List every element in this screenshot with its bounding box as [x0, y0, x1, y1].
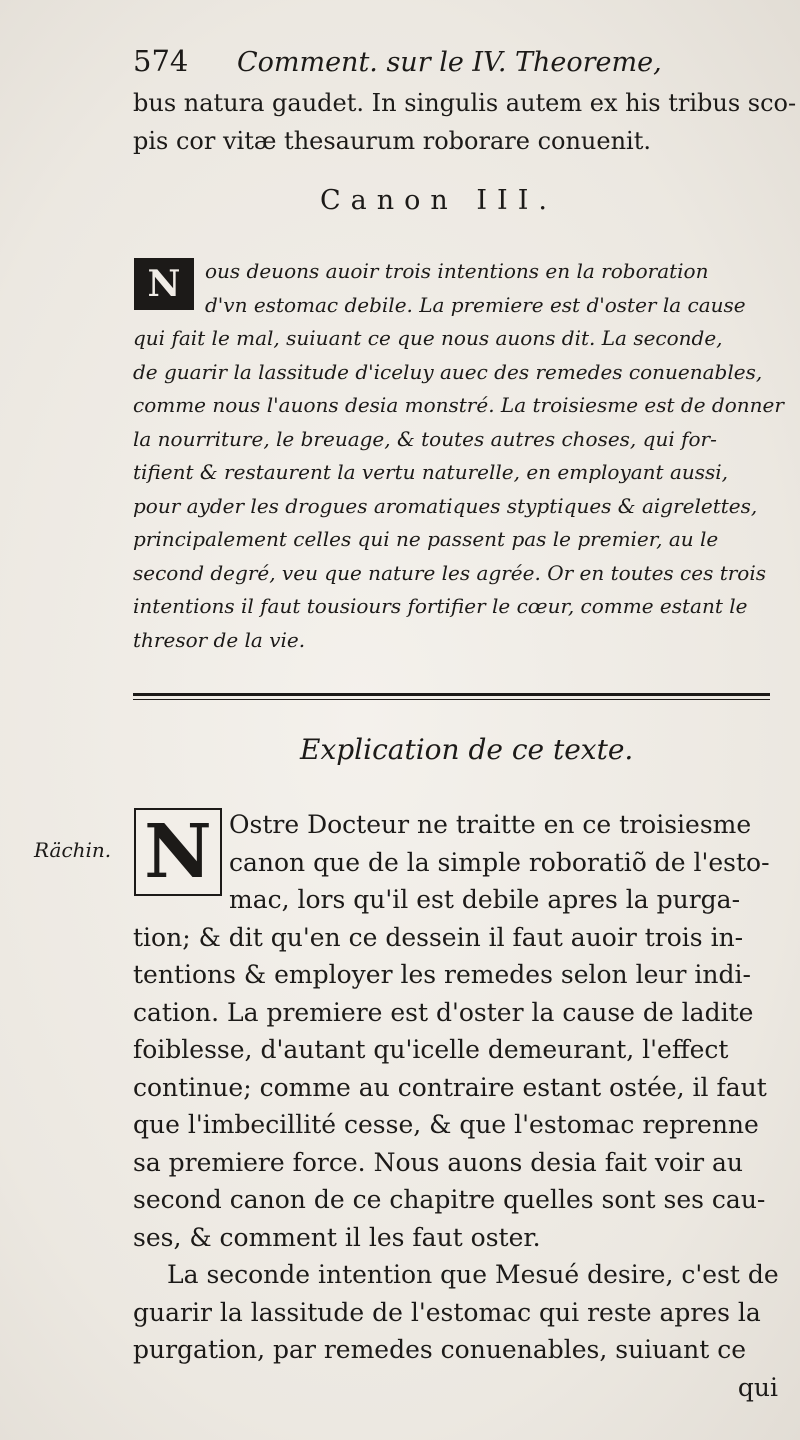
text-line: que l'imbecillité cesse, & que l'estomac reprenne	[133, 1110, 759, 1139]
margin-note: Rächin.	[34, 838, 112, 862]
text-line: second canon de ce chapitre quelles sont ses cau-	[133, 1185, 766, 1214]
text-line: purgation, par remedes conuenables, suiuant ce	[133, 1335, 747, 1364]
text-line: tion; & dit qu'en ce dessein il faut auoir trois in-	[133, 922, 744, 952]
decorated-initial-large: N	[134, 808, 222, 896]
text-line: continue; comme au contraire estant ostée, il faut	[133, 1072, 767, 1102]
running-header	[133, 44, 773, 78]
text-line: guarir la lassitude de l'estomac qui reste apres la	[133, 1297, 761, 1327]
text-line: mac, lors qu'il est debile apres la purga-	[229, 885, 741, 914]
text-line: pis cor vitæ thesaurum roborare conuenit.	[133, 127, 651, 155]
text-line: ous deuons auoir trois intentions en la roboration	[205, 259, 709, 283]
continued-latin-text	[133, 84, 797, 160]
text-line: bus natura gaudet. In singulis autem ex his tribus sco-	[133, 89, 797, 117]
explication-text	[133, 806, 778, 1406]
text-line: de guarir la lassitude d'iceluy auec des remedes conuenables,	[133, 359, 763, 384]
text-line: La seconde intention que Mesué desire, c'est de	[167, 1260, 779, 1289]
text-line: d'vn estomac debile. La premiere est d'oster la cause	[205, 292, 746, 317]
text-line: sa premiere force. Nous auons desia fait voir au	[133, 1147, 743, 1177]
canon-heading: Canon III.	[320, 185, 557, 216]
catchword: qui	[737, 1372, 778, 1402]
text-line: ses, & comment il les faut oster.	[133, 1222, 541, 1252]
text-line: comme nous l'auons desia monstré. La troisiesme est de donner	[133, 393, 784, 417]
text-line: foiblesse, d'autant qu'icelle demeurant, l'effect	[133, 1035, 729, 1064]
text-line: thresor de la vie.	[133, 627, 306, 652]
text-line: tifient & restaurent la vertu naturelle, en employant aussi,	[133, 460, 729, 484]
text-line: canon que de la simple roboratiõ de l'esto-	[229, 847, 770, 877]
text-line: cation. La premiere est d'oster la cause de ladite	[133, 997, 754, 1027]
running-title: Comment. sur le IV. Theoreme,	[236, 47, 662, 78]
ornamental-rule-thin	[133, 699, 770, 700]
ornamental-rule	[133, 693, 770, 696]
text-line: Ostre Docteur ne traitte en ce troisiesme	[229, 810, 752, 839]
text-line: second degré, veu que nature les agrée. Or en toutes ces trois	[133, 560, 766, 585]
decorated-initial-small: N	[134, 258, 194, 310]
text-line: la nourriture, le breuage, & toutes autres choses, qui for-	[133, 426, 717, 451]
text-line: qui fait le mal, suiuant ce que nous auons dit. La seconde,	[133, 326, 723, 350]
text-line: intentions il faut tousiours fortifier le cœur, comme estant le	[133, 594, 748, 618]
explication-heading: Explication de ce texte.	[300, 733, 634, 766]
text-line: tentions & employer les remedes selon leur indi-	[133, 960, 751, 989]
text-line: principalement celles qui ne passent pas le premier, au le	[133, 527, 719, 551]
text-line: pour ayder les drogues aromatiques styptiques & aigrelettes,	[133, 493, 758, 518]
canon-text	[133, 255, 784, 657]
page-number: 574	[133, 44, 189, 78]
